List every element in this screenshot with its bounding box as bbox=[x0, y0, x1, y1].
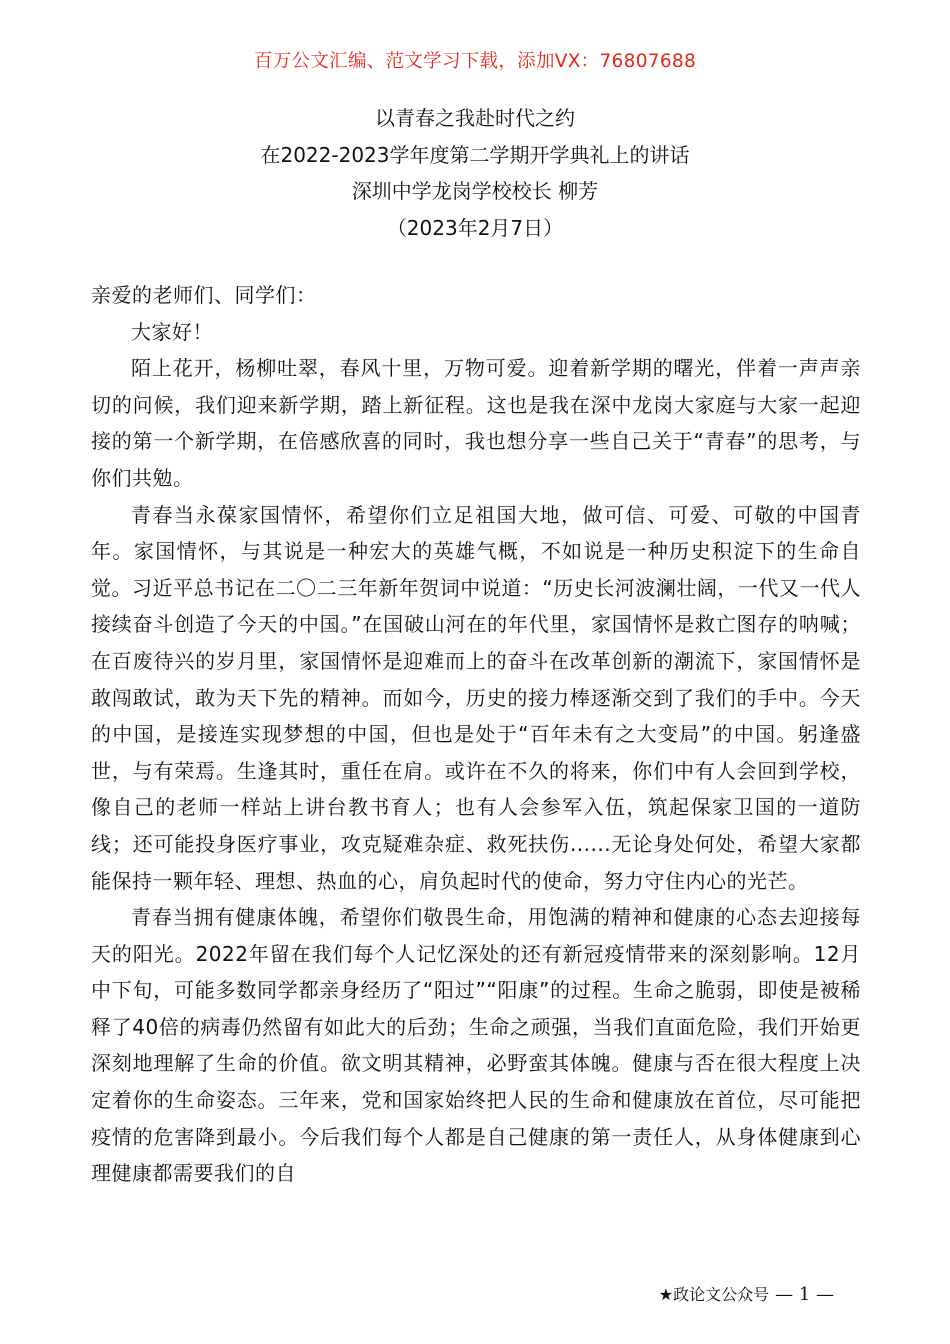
page-footer bbox=[659, 1282, 834, 1305]
speaker-line: 深圳中学龙岗学校校长 柳芳 bbox=[351, 179, 599, 203]
page-number: — 1 — bbox=[775, 1284, 834, 1305]
salutation: 亲爱的老师们、同学们： bbox=[91, 283, 317, 307]
footer-source: ★政论文公众号 bbox=[658, 1285, 770, 1304]
speech-subtitle: 在2022-2023学年度第二学期开学典礼上的讲话 bbox=[260, 142, 690, 167]
watermark-banner: 百万公文汇编、范文学习下载，添加VX：76807688 bbox=[253, 51, 697, 72]
greeting: 大家好！ bbox=[131, 319, 213, 344]
paragraph: 青春当永葆家国情怀，希望你们立足祖国大地，做可信、可爱、可敬的中国青年。家国情怀，与其说是一种宏大的英雄气概，不如说是一种历史积淀下的生命自觉。习近平总书记在二〇二三年新年贺词中说道：“历史长河波澜壮阔，一代又一代人接续奋斗创造了今天的中国。”在国破山河在的年代里，家国情怀是救亡图存的呐喊；在百废待兴的岁月里，家国情怀是迎难而上的奋斗在改革创新的潮流下，家国情怀是敢闯敢试，敢为天下先的精神。而如今，历史的接力棒逐渐交到了我们的手中。今天的中国，是接连实现梦想的中国，但也是处于“百年未有之大变局”的中国。躬逢盛世，与有荣焉。生逢其时，重任在肩。或许在不久的将来，你们中有人会回到学校，像自己的老师一样站上讲台教书育人；也有人会参军入伍，筑起保家卫国的一道防线；还可能投身医疗事业，攻克疑难杂症、救死扶伤......无论身处何处，希望大家都能保持一颗年轻、理想、热血的心，肩负起时代的使命，努力守住内心的光芒。 bbox=[91, 502, 861, 893]
speech-title: 以青春之我赴时代之约 bbox=[375, 106, 575, 130]
title-block bbox=[0, 100, 950, 246]
speech-date: （2023年2月7日） bbox=[386, 215, 564, 240]
speech-body bbox=[91, 277, 861, 1192]
paragraph: 陌上花开，杨柳吐翠，春风十里，万物可爱。迎着新学期的曙光，伴着一声声亲切的问候，我们迎来新学期，踏上新征程。这也是我在深中龙岗大家庭与大家一起迎接的第一个新学期，在倍感欣喜的同时，我也想分享一些自己关于“青春”的思考，与你们共勉。 bbox=[91, 356, 861, 490]
paragraph: 青春当拥有健康体魄，希望你们敬畏生命，用饱满的精神和健康的心态去迎接每天的阳光。2022年留在我们每个人记忆深处的还有新冠疫情带来的深刻影响。12月中下旬，可能多数同学都亲身经历了“阳过”“阳康”的过程。生命之脆弱，即使是被稀释了40倍的病毒仍然留有如此大的后劲；生命之顽强，当我们直面危险，我们开始更深刻地理解了生命的价值。欲文明其精神，必野蛮其体魄。健康与否在很大程度上决定着你的生命姿态。三年来，党和国家始终把人民的生命和健康放在首位，尽可能把疫情的危害降到最小。今后我们每个人都是自己健康的第一责任人，从身体健康到心理健康都需要我们的自 bbox=[91, 905, 861, 1186]
